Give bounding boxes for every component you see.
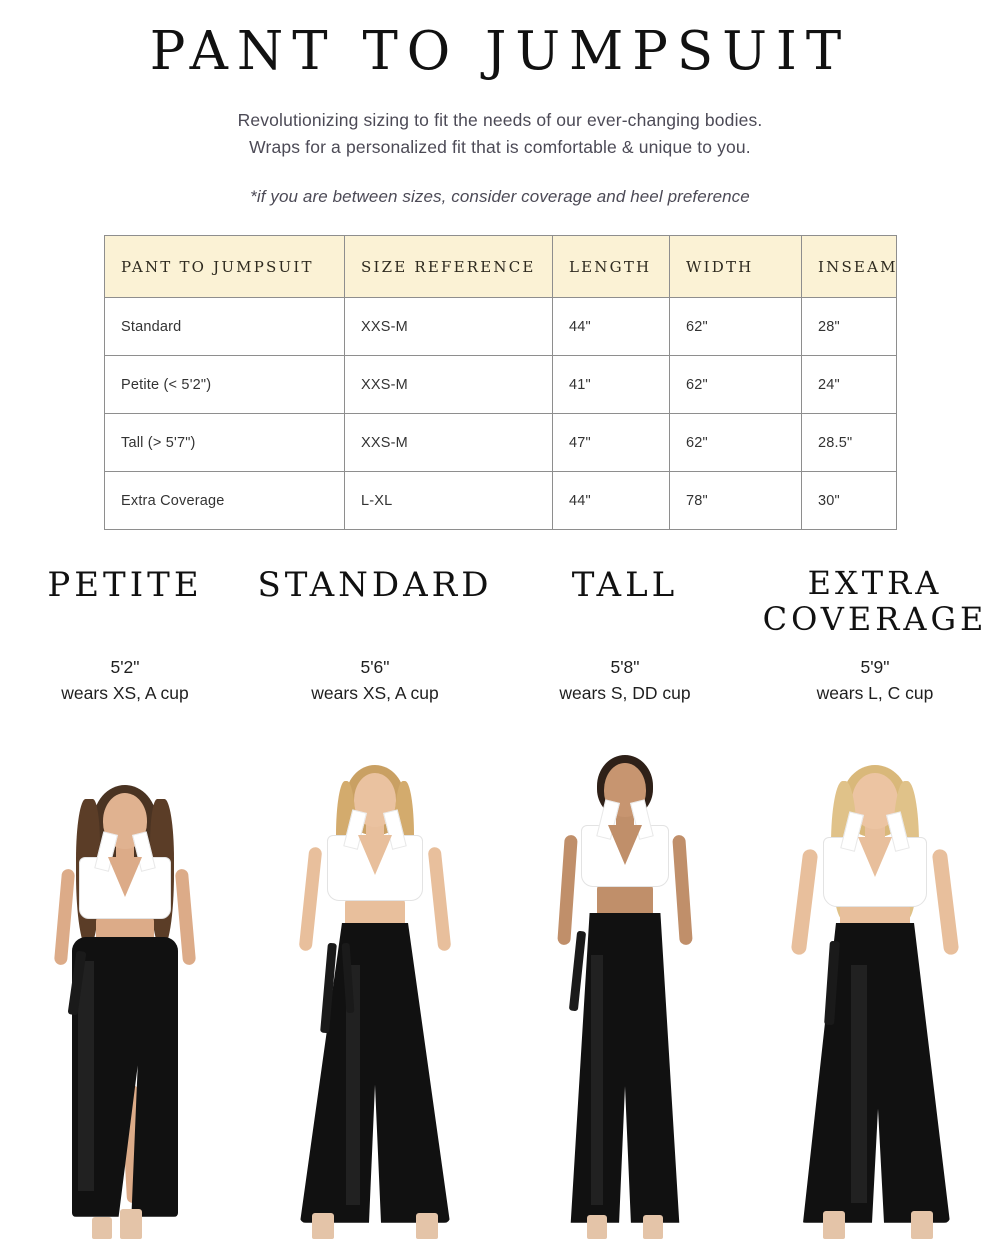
cell-width: 62" [670,298,802,356]
model-title-petite [0,564,250,650]
table-row [105,298,897,356]
table-row [105,472,897,530]
size-table [104,235,897,530]
model-card-extra-coverage [750,564,1000,1235]
extra-coverage-model-photo [750,725,1000,1235]
cell-size-reference: XXS-M [345,298,553,356]
cell-size-reference: L-XL [345,472,553,530]
cell-width: 62" [670,414,802,472]
page-title: PANT TO JUMPSUIT [149,21,851,82]
sizing-note: *if you are between sizes, consider coverage and heel preference [250,187,750,207]
table-row [105,356,897,414]
model-title-tall [500,564,750,650]
model-meta-standard [250,654,500,707]
table-row [105,414,897,472]
column-header-size-reference: SIZE REFERENCE [345,236,553,298]
model-wears: wears XS, A cup [311,683,439,704]
cell-name: Extra Coverage [105,472,345,530]
model-title-line-1: TALL [571,565,679,606]
size-guide-page [0,22,1000,1250]
cell-width: 62" [670,356,802,414]
cell-width: 78" [670,472,802,530]
size-table-head [105,236,897,298]
size-table-wrapper [104,235,896,530]
cell-size-reference: XXS-M [345,414,553,472]
model-height: 5'9" [860,657,890,678]
cell-length: 44" [553,472,670,530]
model-meta-extra-coverage [750,654,1000,707]
column-header-length: LENGTH [553,236,670,298]
cell-length: 41" [553,356,670,414]
model-title-line-1: PETITE [47,565,203,606]
tall-model-photo [500,725,750,1235]
model-card-petite [0,564,250,1235]
cell-inseam: 28.5" [802,414,897,472]
standard-model-photo [250,725,500,1235]
petite-model-photo [0,725,250,1235]
cell-inseam: 30" [802,472,897,530]
model-card-standard [250,564,500,1235]
model-title-extra-coverage [750,564,1000,650]
column-header-width: WIDTH [670,236,802,298]
model-title-line-1: STANDARD [257,565,493,606]
model-wears: wears L, C cup [816,683,934,704]
model-height: 5'6" [360,657,390,678]
cell-size-reference: XXS-M [345,356,553,414]
column-header-product: PANT TO JUMPSUIT [105,236,345,298]
model-title-line-1: EXTRA [807,564,943,603]
model-height: 5'2" [110,657,140,678]
subtitle-line-1: Revolutionizing sizing to fit the needs of our ever-changing bodies. [237,109,763,130]
cell-name: Standard [105,298,345,356]
model-gallery [0,564,1000,1235]
subtitle-line-2: Wraps for a personalized fit that is comfortable & unique to you. [249,137,751,158]
cell-inseam: 28" [802,298,897,356]
table-header-row [105,236,897,298]
subtitle [0,107,1000,161]
column-header-inseam: INSEAM [802,236,897,298]
model-card-tall [500,564,750,1235]
size-table-body [105,298,897,530]
model-title-line-2: COVERAGE [762,600,988,639]
cell-name: Petite (< 5'2") [105,356,345,414]
model-height: 5'8" [610,657,640,678]
cell-length: 44" [553,298,670,356]
cell-name: Tall (> 5'7") [105,414,345,472]
cell-inseam: 24" [802,356,897,414]
model-wears: wears S, DD cup [559,683,691,704]
cell-length: 47" [553,414,670,472]
model-wears: wears XS, A cup [61,683,189,704]
model-title-standard [250,564,500,650]
model-meta-tall [500,654,750,707]
model-meta-petite [0,654,250,707]
